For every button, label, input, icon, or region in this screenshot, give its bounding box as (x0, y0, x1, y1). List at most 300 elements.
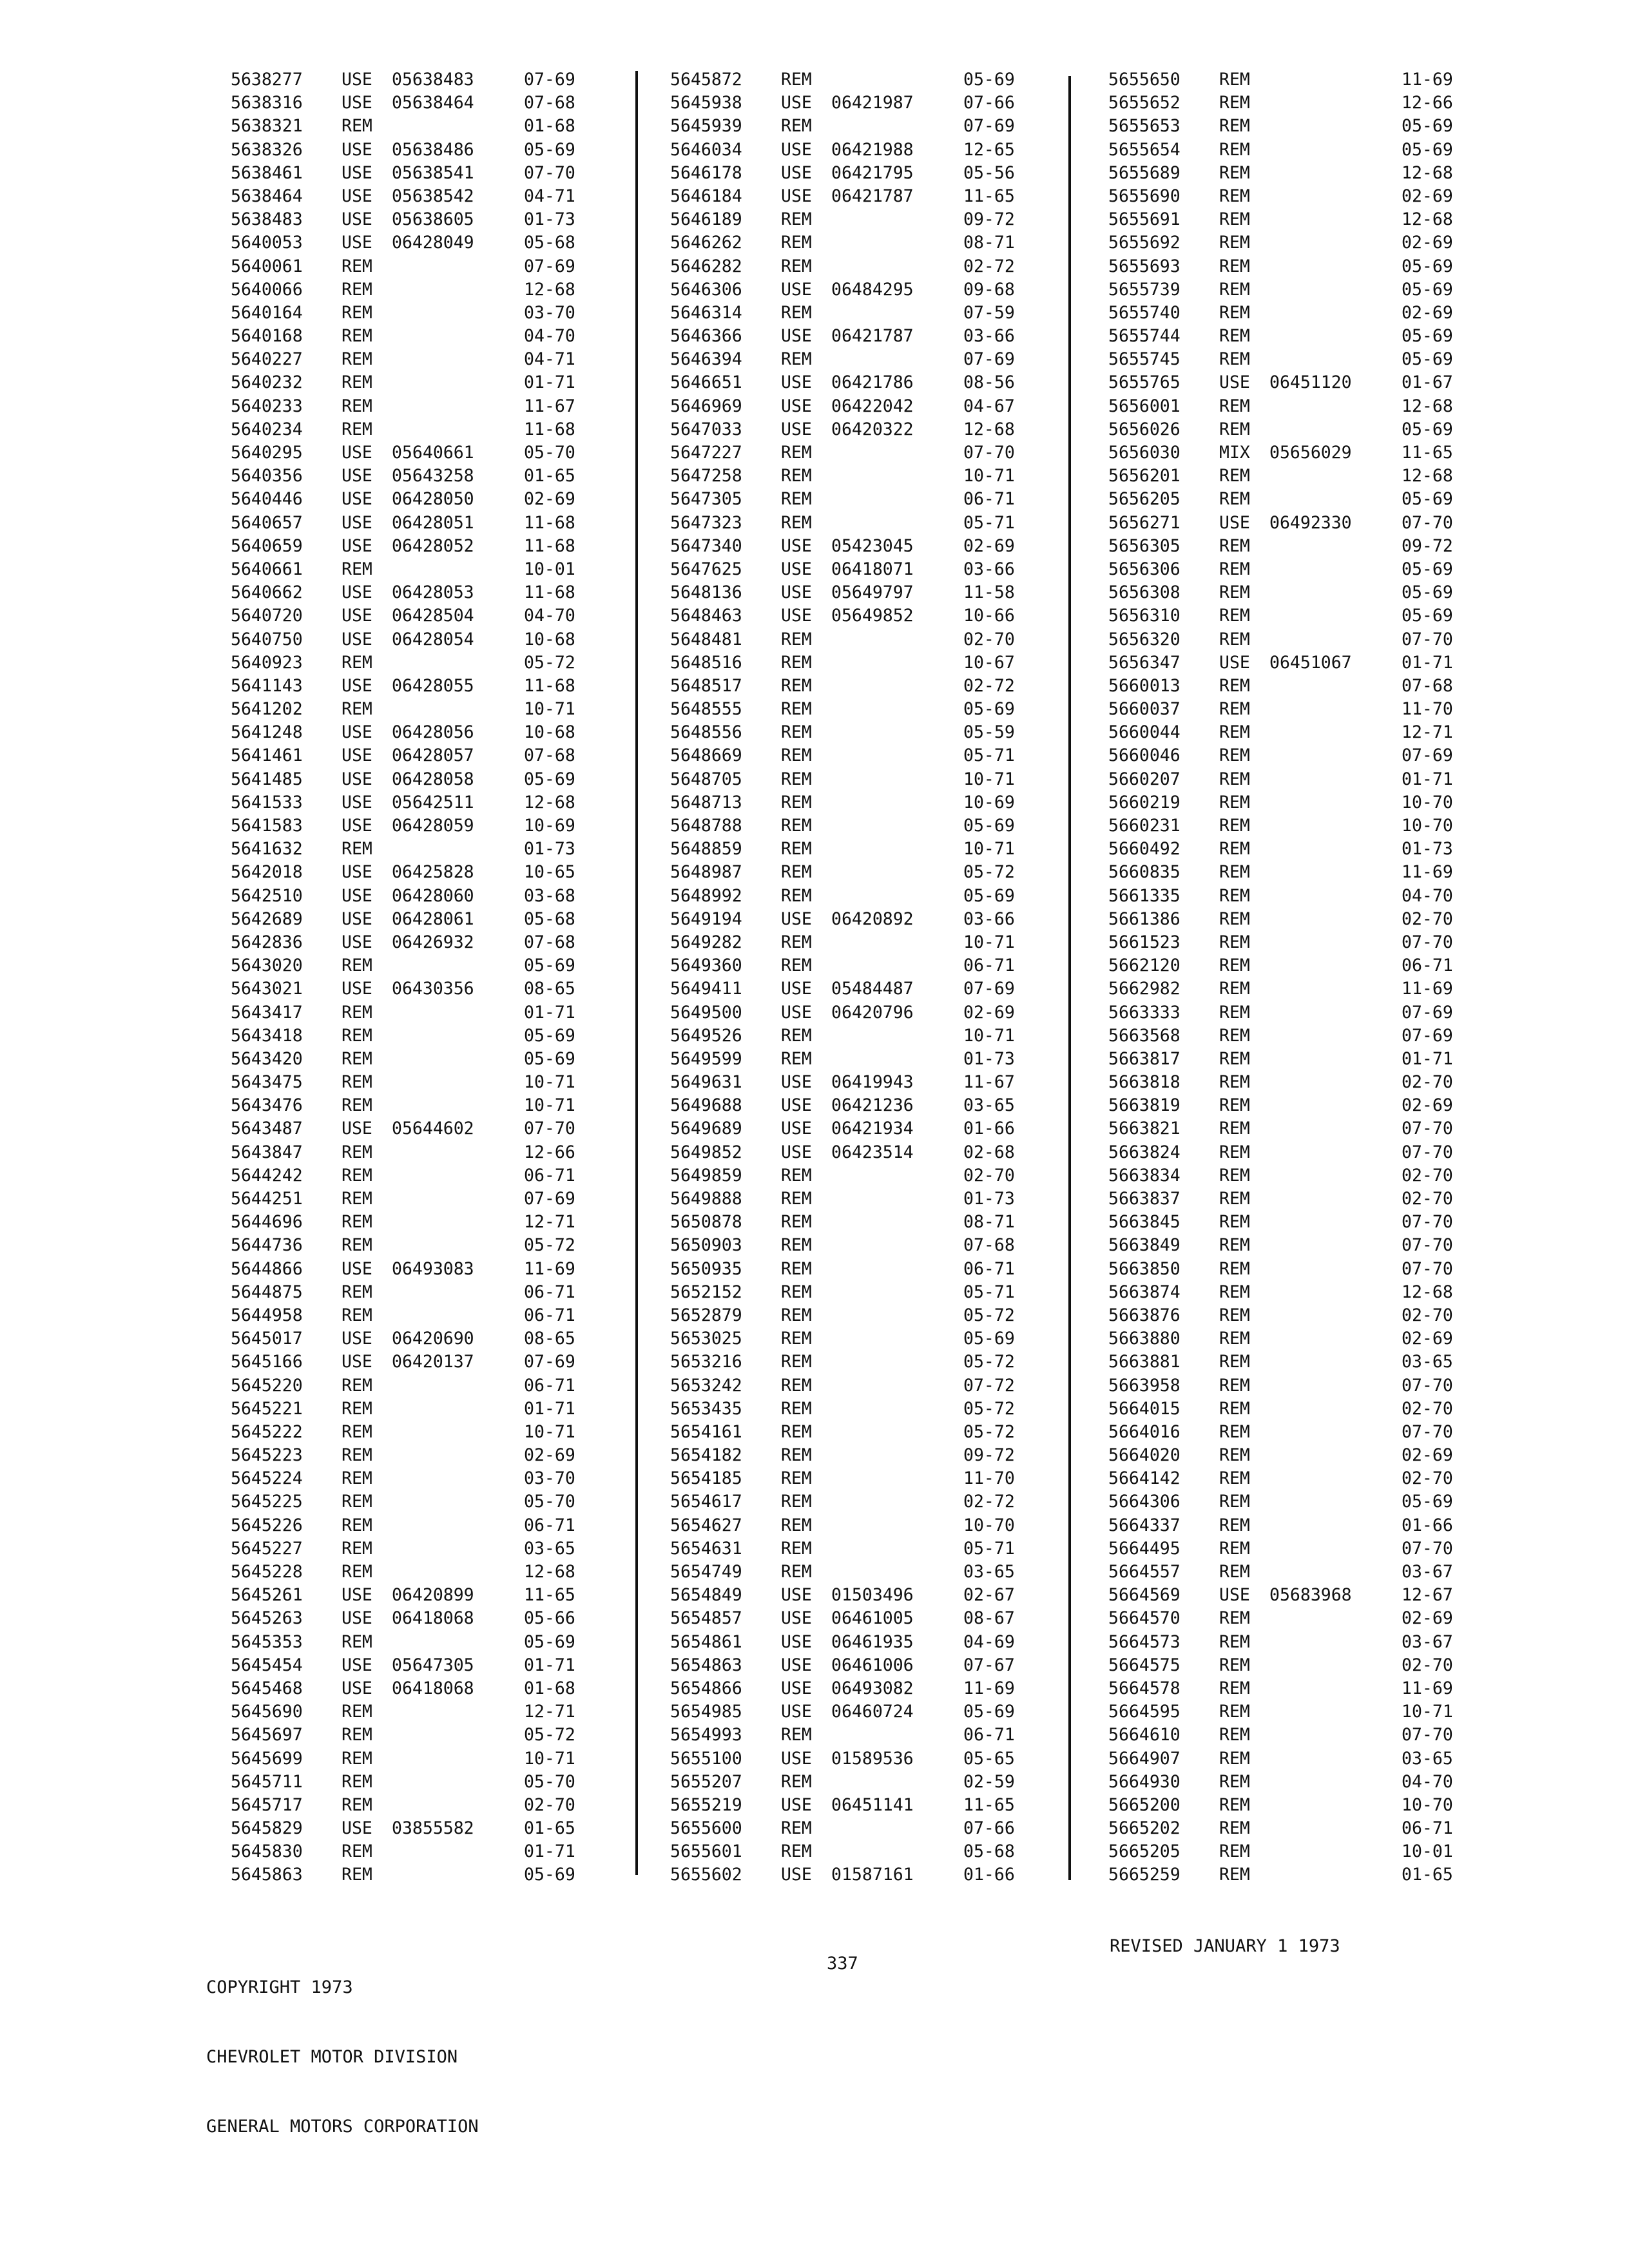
status-code: USE (781, 1119, 812, 1139)
date-code: 02-67 (963, 1585, 1015, 1606)
part-number: 5647625 (670, 559, 742, 579)
date-code: 07-69 (1402, 745, 1453, 766)
status-code: REM (342, 699, 372, 720)
date-code: 11-68 (524, 419, 575, 439)
list-item (231, 488, 611, 511)
status-code: REM (342, 1305, 372, 1325)
part-number: 5640234 (231, 419, 303, 439)
status-code: USE (781, 979, 812, 999)
date-code: 07-72 (963, 1375, 1015, 1396)
replacement-number: 06420899 (392, 1585, 474, 1606)
list-item (1108, 535, 1489, 558)
date-code: 01-66 (1402, 1515, 1453, 1535)
part-number: 5660013 (1108, 675, 1181, 696)
date-code: 07-69 (524, 1352, 575, 1372)
part-number: 5641248 (231, 722, 303, 743)
list-item (1108, 1724, 1489, 1747)
part-number: 5656271 (1108, 512, 1181, 533)
replacement-number: 01587161 (831, 1865, 914, 1885)
status-code: USE (781, 1142, 812, 1162)
part-number: 5655693 (1108, 256, 1181, 276)
replacement-number: 06428058 (392, 769, 474, 789)
date-code: 05-69 (963, 816, 1015, 836)
part-number: 5648713 (670, 792, 742, 812)
part-number: 5654861 (670, 1631, 742, 1652)
status-code: REM (1219, 116, 1250, 137)
list-item (670, 814, 1050, 838)
replacement-number: 05644602 (392, 1119, 474, 1139)
status-code: REM (1219, 1165, 1250, 1186)
date-code: 10-65 (524, 862, 575, 883)
date-code: 05-69 (963, 1329, 1015, 1349)
status-code: REM (1219, 1421, 1250, 1442)
part-number: 5640227 (231, 349, 303, 370)
part-number: 5649194 (670, 908, 742, 929)
part-number: 5640232 (231, 372, 303, 393)
date-code: 11-70 (963, 1468, 1015, 1489)
replacement-number: 06461005 (831, 1608, 914, 1629)
date-code: 01-73 (524, 209, 575, 230)
part-number: 5663881 (1108, 1352, 1181, 1372)
part-number: 5646034 (670, 139, 742, 160)
list-item (1108, 208, 1489, 231)
list-item (670, 1094, 1050, 1117)
replacement-number: 06421787 (831, 326, 914, 347)
list-item (1108, 1747, 1489, 1771)
date-code: 12-68 (1402, 209, 1453, 230)
list-item (231, 814, 611, 838)
part-number: 5640295 (231, 443, 303, 463)
date-code: 05-72 (524, 1725, 575, 1745)
date-code: 02-70 (1402, 1165, 1453, 1186)
date-code: 07-70 (1402, 1725, 1453, 1745)
list-item (231, 1094, 611, 1117)
list-item (1108, 1187, 1489, 1211)
status-code: REM (781, 1818, 812, 1839)
list-item (670, 675, 1050, 698)
status-code: USE (342, 233, 372, 253)
date-code: 12-71 (1402, 722, 1453, 743)
date-code: 05-59 (963, 722, 1015, 743)
part-number: 5648556 (670, 722, 742, 743)
part-number: 5644242 (231, 1165, 303, 1186)
replacement-number: 06428051 (392, 512, 474, 533)
list-item (1108, 1234, 1489, 1257)
replacement-number: 05656029 (1269, 443, 1352, 463)
part-number: 5640446 (231, 489, 303, 510)
list-item (231, 1747, 611, 1771)
list-item (1108, 977, 1489, 1001)
replacement-number: 05638483 (392, 70, 474, 90)
page-number: 337 (827, 1954, 858, 1974)
part-number: 5640661 (231, 559, 303, 579)
date-code: 05-69 (1402, 606, 1453, 626)
status-code: REM (781, 466, 812, 486)
date-code: 10-71 (963, 839, 1015, 860)
date-code: 02-69 (1402, 1608, 1453, 1629)
list-item (670, 488, 1050, 511)
list-item (670, 231, 1050, 255)
part-number: 5646184 (670, 186, 742, 206)
part-number: 5645690 (231, 1702, 303, 1722)
copyright-line: COPYRIGHT 1973 (206, 1977, 353, 1997)
status-code: REM (781, 1212, 812, 1233)
footer-publisher (206, 1930, 479, 2162)
date-code: 05-69 (1402, 116, 1453, 137)
part-number: 5643475 (231, 1072, 303, 1093)
status-code: REM (1219, 606, 1250, 626)
status-code: USE (342, 745, 372, 766)
status-code: REM (342, 1095, 372, 1116)
part-number: 5655600 (670, 1818, 742, 1839)
list-item (231, 861, 611, 884)
date-code: 07-70 (1402, 1212, 1453, 1233)
part-number: 5663819 (1108, 1095, 1181, 1116)
part-number: 5648859 (670, 839, 742, 860)
status-code: REM (1219, 699, 1250, 720)
part-number: 5646366 (670, 326, 742, 347)
part-number: 5656201 (1108, 466, 1181, 486)
status-code: USE (1219, 652, 1250, 673)
list-item (1108, 1444, 1489, 1467)
date-code: 02-72 (963, 675, 1015, 696)
date-code: 10-71 (524, 699, 575, 720)
part-number: 5663333 (1108, 1002, 1181, 1023)
status-code: REM (1219, 1748, 1250, 1769)
list-item (670, 91, 1050, 115)
status-code: REM (1219, 1678, 1250, 1698)
part-number: 5648669 (670, 745, 742, 766)
list-item (1108, 768, 1489, 791)
date-code: 05-69 (1402, 279, 1453, 300)
list-item (1108, 1514, 1489, 1537)
part-number: 5638321 (231, 116, 303, 137)
part-number: 5646306 (670, 279, 742, 300)
status-code: REM (781, 699, 812, 720)
status-code: REM (781, 1375, 812, 1396)
list-item (231, 185, 611, 208)
part-number: 5648481 (670, 629, 742, 649)
status-code: REM (342, 1631, 372, 1652)
date-code: 12-68 (1402, 466, 1453, 486)
date-code: 07-69 (963, 979, 1015, 999)
date-code: 05-69 (1402, 419, 1453, 439)
part-number: 5653025 (670, 1329, 742, 1349)
list-item (1108, 581, 1489, 604)
part-number: 5655740 (1108, 302, 1181, 323)
list-item (670, 1001, 1050, 1024)
status-code: USE (342, 629, 372, 649)
status-code: REM (781, 1562, 812, 1582)
list-item (231, 302, 611, 325)
list-item (670, 908, 1050, 931)
part-number: 5654182 (670, 1445, 742, 1466)
replacement-number: 06426932 (392, 932, 474, 952)
replacement-number: 06461935 (831, 1631, 914, 1652)
status-code: USE (781, 1678, 812, 1698)
list-item (670, 278, 1050, 302)
list-item (231, 1584, 611, 1607)
list-item (670, 604, 1050, 628)
part-number: 5664337 (1108, 1515, 1181, 1535)
list-item (1108, 1654, 1489, 1677)
list-item (231, 1141, 611, 1164)
list-item (231, 1607, 611, 1630)
part-number: 5662120 (1108, 956, 1181, 976)
status-code: REM (1219, 466, 1250, 486)
status-code: USE (781, 139, 812, 160)
part-number: 5655100 (670, 1748, 742, 1769)
list-item (231, 1048, 611, 1071)
status-code: REM (781, 1048, 812, 1069)
part-number: 5644696 (231, 1212, 303, 1233)
status-code: REM (781, 70, 812, 90)
list-item (1108, 814, 1489, 838)
list-item (1108, 1817, 1489, 1840)
date-code: 05-72 (963, 1352, 1015, 1372)
date-code: 01-73 (963, 1189, 1015, 1209)
part-number: 5646282 (670, 256, 742, 276)
part-number: 5641202 (231, 699, 303, 720)
date-code: 10-71 (524, 1072, 575, 1093)
status-code: REM (781, 885, 812, 906)
replacement-number: 06428054 (392, 629, 474, 649)
list-item (1108, 371, 1489, 394)
replacement-number: 06421987 (831, 93, 914, 113)
status-code: REM (1219, 885, 1250, 906)
date-code: 02-70 (1402, 1398, 1453, 1419)
date-code: 11-65 (963, 186, 1015, 206)
list-item (231, 1211, 611, 1234)
part-number: 5654866 (670, 1678, 742, 1698)
status-code: REM (1219, 1282, 1250, 1302)
replacement-number: 06421236 (831, 1095, 914, 1116)
replacement-number: 06418068 (392, 1678, 474, 1698)
list-item (670, 1700, 1050, 1724)
list-item (1108, 1141, 1489, 1164)
status-code: REM (1219, 349, 1250, 370)
part-number: 5645263 (231, 1608, 303, 1629)
date-code: 01-71 (524, 1002, 575, 1023)
list-item (1108, 931, 1489, 954)
part-number: 5644958 (231, 1305, 303, 1325)
part-number: 5638464 (231, 186, 303, 206)
date-code: 03-70 (524, 302, 575, 323)
date-code: 07-69 (1402, 1002, 1453, 1023)
status-code: USE (1219, 372, 1250, 393)
date-code: 02-69 (1402, 1095, 1453, 1116)
list-item (1108, 1001, 1489, 1024)
list-item (1108, 1304, 1489, 1327)
list-item (231, 68, 611, 91)
status-code: REM (1219, 1562, 1250, 1582)
status-code: REM (1219, 1771, 1250, 1792)
status-code: REM (1219, 1352, 1250, 1372)
part-number: 5664610 (1108, 1725, 1181, 1745)
replacement-number: 06451141 (831, 1794, 914, 1815)
list-item (1108, 1631, 1489, 1654)
status-code: REM (1219, 1865, 1250, 1885)
replacement-number: 06422042 (831, 396, 914, 416)
status-code: REM (342, 1445, 372, 1466)
part-number: 5664575 (1108, 1655, 1181, 1675)
date-code: 05-70 (524, 1492, 575, 1512)
list-item (1108, 698, 1489, 721)
part-number: 5654985 (670, 1702, 742, 1722)
date-code: 07-69 (524, 70, 575, 90)
status-code: REM (1219, 1119, 1250, 1139)
status-code: USE (781, 279, 812, 300)
date-code: 12-68 (1402, 1282, 1453, 1302)
date-code: 08-71 (963, 233, 1015, 253)
list-item (1108, 465, 1489, 488)
date-code: 08-71 (963, 1212, 1015, 1233)
status-code: USE (342, 443, 372, 463)
date-code: 07-70 (963, 443, 1015, 463)
replacement-number: 06493082 (831, 1678, 914, 1698)
status-code: REM (1219, 1048, 1250, 1069)
date-code: 05-69 (1402, 326, 1453, 347)
status-code: USE (342, 792, 372, 812)
status-code: REM (781, 932, 812, 952)
status-code: USE (342, 885, 372, 906)
part-number: 5661335 (1108, 885, 1181, 906)
date-code: 07-70 (1402, 512, 1453, 533)
list-item (670, 1350, 1050, 1374)
replacement-number: 06461006 (831, 1655, 914, 1675)
list-item (670, 721, 1050, 744)
replacement-number: 06428504 (392, 606, 474, 626)
date-code: 01-67 (1402, 372, 1453, 393)
list-item (670, 1747, 1050, 1771)
date-code: 12-68 (524, 279, 575, 300)
status-code: REM (1219, 908, 1250, 929)
list-item (1108, 628, 1489, 651)
part-number: 5649526 (670, 1025, 742, 1046)
status-code: USE (342, 582, 372, 603)
replacement-number: 01503496 (831, 1585, 914, 1606)
part-number: 5640066 (231, 279, 303, 300)
part-number: 5649500 (670, 1002, 742, 1023)
date-code: 02-70 (1402, 1655, 1453, 1675)
date-code: 02-69 (963, 535, 1015, 556)
date-code: 11-70 (1402, 699, 1453, 720)
status-code: REM (1219, 139, 1250, 160)
part-number: 5642510 (231, 885, 303, 906)
part-number: 5638277 (231, 70, 303, 90)
status-code: USE (781, 186, 812, 206)
replacement-number: 06428059 (392, 816, 474, 836)
replacement-number: 06428060 (392, 885, 474, 906)
status-code: REM (781, 1165, 812, 1186)
date-code: 05-69 (524, 956, 575, 976)
list-item (1108, 115, 1489, 138)
date-code: 11-69 (524, 1258, 575, 1279)
list-item (670, 977, 1050, 1001)
date-code: 02-70 (1402, 1189, 1453, 1209)
part-number: 5645220 (231, 1375, 303, 1396)
list-item (231, 1863, 611, 1887)
date-code: 10-68 (524, 629, 575, 649)
part-number: 5640168 (231, 326, 303, 347)
list-item (670, 1840, 1050, 1863)
status-code: REM (1219, 396, 1250, 416)
list-item (1108, 231, 1489, 255)
status-code: REM (781, 1282, 812, 1302)
part-number: 5645353 (231, 1631, 303, 1652)
date-code: 01-73 (963, 1048, 1015, 1069)
date-code: 11-65 (1402, 443, 1453, 463)
corporation-line: GENERAL MOTORS CORPORATION (206, 2117, 479, 2137)
part-number: 5664578 (1108, 1678, 1181, 1698)
status-code: REM (781, 1515, 812, 1535)
date-code: 12-71 (524, 1212, 575, 1233)
list-item (231, 1024, 611, 1048)
status-code: REM (1219, 489, 1250, 510)
part-number: 5663568 (1108, 1025, 1181, 1046)
date-code: 01-71 (524, 372, 575, 393)
status-code: REM (1219, 233, 1250, 253)
replacement-number: 05649852 (831, 606, 914, 626)
list-item (1108, 861, 1489, 884)
part-number: 5663874 (1108, 1282, 1181, 1302)
replacement-number: 05647305 (392, 1655, 474, 1675)
list-item (231, 1490, 611, 1514)
status-code: USE (781, 162, 812, 183)
list-item (1108, 1677, 1489, 1700)
status-code: REM (1219, 932, 1250, 952)
date-code: 05-71 (963, 1282, 1015, 1302)
part-number: 5647227 (670, 443, 742, 463)
part-number: 5647305 (670, 489, 742, 510)
date-code: 06-71 (524, 1165, 575, 1186)
part-number: 5645226 (231, 1515, 303, 1535)
status-code: REM (342, 839, 372, 860)
part-number: 5643847 (231, 1142, 303, 1162)
date-code: 10-71 (963, 932, 1015, 952)
date-code: 03-65 (1402, 1352, 1453, 1372)
status-code: REM (1219, 209, 1250, 230)
date-code: 05-72 (963, 1398, 1015, 1419)
status-code: REM (781, 652, 812, 673)
date-code: 05-71 (963, 512, 1015, 533)
part-number: 5645454 (231, 1655, 303, 1675)
part-number: 5646314 (670, 302, 742, 323)
part-number: 5638483 (231, 209, 303, 230)
list-item (231, 1631, 611, 1654)
date-code: 10-01 (1402, 1841, 1453, 1862)
date-code: 09-72 (963, 209, 1015, 230)
status-code: REM (781, 722, 812, 743)
status-code: USE (342, 70, 372, 90)
date-code: 02-69 (1402, 233, 1453, 253)
date-code: 10-70 (1402, 1794, 1453, 1815)
list-item (231, 1398, 611, 1421)
status-code: REM (1219, 1468, 1250, 1489)
replacement-number: 06418071 (831, 559, 914, 579)
date-code: 05-68 (524, 908, 575, 929)
list-item (670, 1421, 1050, 1444)
part-number: 5664573 (1108, 1631, 1181, 1652)
part-number: 5649411 (670, 979, 742, 999)
list-item (231, 1327, 611, 1350)
part-number: 5645830 (231, 1841, 303, 1862)
part-number: 5648555 (670, 699, 742, 720)
list-item (231, 581, 611, 604)
status-code: USE (342, 1258, 372, 1279)
date-code: 11-68 (524, 535, 575, 556)
status-code: REM (1219, 1072, 1250, 1093)
